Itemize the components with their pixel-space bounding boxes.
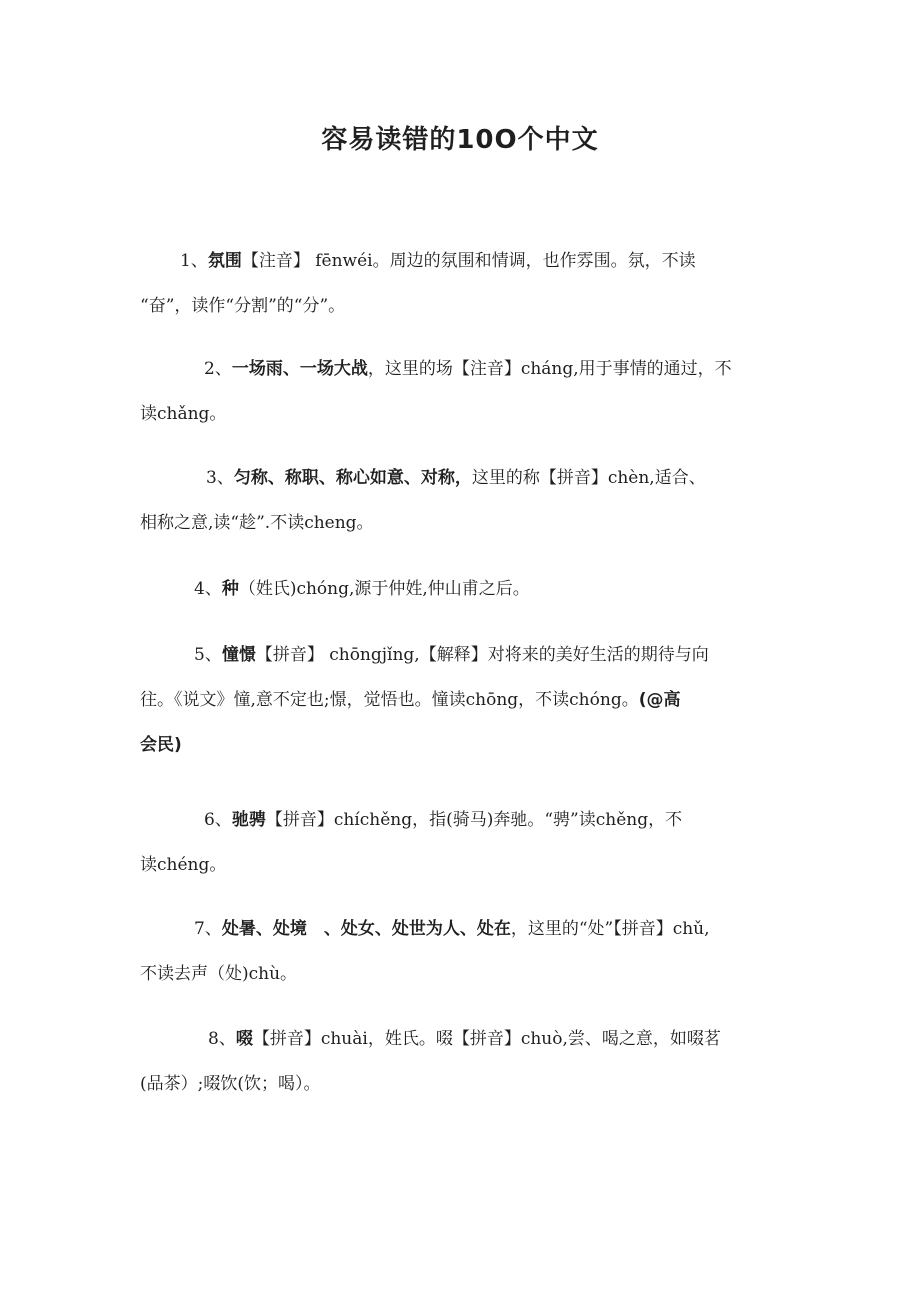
entry-term: 啜	[235, 1029, 253, 1049]
entry-text: 这里的称【拼音】chèn,适合、	[471, 468, 706, 488]
entry-8	[140, 1017, 780, 1107]
entry-note: (@高	[638, 690, 681, 710]
entry-line	[140, 678, 780, 723]
entry-line	[140, 843, 780, 888]
entry-text: ，这里的场【注音】cháng,用于事情的通过，不	[367, 359, 732, 379]
entry-text: 【拼音】 chōngjǐng,【解释】对将来的美好生活的期待与向	[255, 645, 709, 665]
entry-7	[140, 907, 780, 997]
entry-line	[140, 952, 780, 997]
page-title: 容易读错的10O个中文	[321, 125, 599, 155]
entry-number: 7、	[194, 919, 222, 939]
entry-line	[140, 456, 780, 501]
entry-line	[140, 1017, 780, 1062]
entry-term: 驰骋	[231, 810, 266, 830]
entry-text: 往。《说文》憧,意不定也;憬，觉悟也。憧读chōng，不读chóng。	[140, 690, 639, 710]
entry-line	[140, 907, 780, 952]
entry-3	[140, 456, 780, 546]
entry-line	[140, 347, 780, 392]
entry-line	[140, 239, 780, 284]
entry-text: 读chéng。	[140, 855, 227, 875]
entry-text: 【拼音】chuài，姓氏。啜【拼音】chuò,尝、喝之意，如啜茗	[252, 1029, 721, 1049]
entry-text: 读chǎng。	[140, 404, 227, 424]
entry-6	[140, 798, 780, 888]
entry-text: 相称之意,读“趁”.不读cheng。	[140, 513, 374, 533]
entry-line	[140, 723, 780, 768]
entry-text: 【注音】 fēnwéi。周边的氛围和情调，也作雰围。氛，不读	[241, 251, 696, 271]
entry-line	[140, 798, 780, 843]
entry-number: 6、	[204, 810, 232, 830]
entry-2	[140, 347, 780, 437]
entry-line	[140, 567, 780, 612]
entry-1	[140, 239, 780, 329]
entry-term: 种	[221, 579, 239, 599]
entry-number: 5、	[194, 645, 222, 665]
entry-note: 会民)	[140, 735, 182, 755]
entry-4	[140, 567, 780, 612]
entry-line	[140, 501, 780, 546]
entry-line	[140, 633, 780, 678]
entry-number: 2、	[204, 359, 232, 379]
entry-line	[140, 392, 780, 437]
entry-term: 匀称、称职、称心如意、对称，	[233, 468, 472, 488]
entry-text: (品茶）;啜饮(饮；喝）。	[140, 1074, 321, 1094]
entry-term: 氛围	[207, 251, 242, 271]
entry-term: 处暑、处境 、处女、处世为人、处在	[221, 919, 511, 939]
entry-text: ，这里的“处”【拼音】chǔ,	[510, 919, 710, 939]
entry-term: 一场雨、一场大战	[231, 359, 368, 379]
entry-term: 憧憬	[221, 645, 256, 665]
entry-number: 1、	[180, 251, 208, 271]
entry-number: 3、	[206, 468, 234, 488]
entry-5	[140, 633, 780, 768]
entry-line	[140, 284, 780, 329]
entry-text: （姓氏)chóng,源于仲姓,仲山甫之后。	[238, 579, 530, 599]
entry-line	[140, 1062, 780, 1107]
entry-number: 4、	[194, 579, 222, 599]
entry-text: 不读去声（处)chù。	[140, 964, 298, 984]
entry-number: 8、	[208, 1029, 236, 1049]
entry-text: 【拼音】chíchěng，指(骑马)奔驰。“骋”读chěng，不	[265, 810, 683, 830]
entry-text: “奋”，读作“分割”的“分”。	[140, 296, 346, 316]
